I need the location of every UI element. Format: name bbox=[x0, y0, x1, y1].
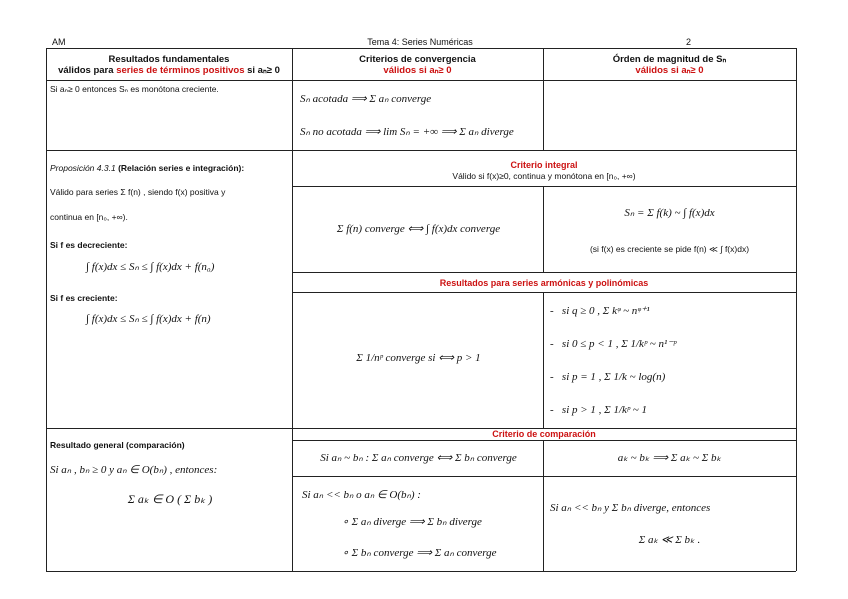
decreasing-inequality: ∫ f(x)dx ≤ Sₙ ≤ ∫ f(x)dx + f(n₀) bbox=[86, 261, 215, 273]
harmonic-results-title: Resultados para series armónicas y polinómicas bbox=[439, 278, 649, 288]
integral-criterion-formula: Σ f(n) converge ⟺ ∫ f(x)dx converge bbox=[336, 223, 501, 235]
p-series-criterion: Σ 1/nᵖ converge si ⟺ p > 1 bbox=[356, 352, 481, 364]
domination-condition: Si aₙ << bₙ o aₙ ∈ O(bₙ) : bbox=[302, 489, 421, 501]
grid-line bbox=[292, 186, 796, 187]
grid-line bbox=[796, 48, 797, 571]
grid-line bbox=[292, 476, 796, 477]
grid-line bbox=[46, 150, 796, 151]
grid-line bbox=[543, 292, 544, 428]
general-comparison-formula: Σ aₖ ∈ O ( Σ bₖ ) bbox=[127, 492, 213, 506]
domination-diverge-rule: ∘ Σ aₙ diverge ⟹ Σ bₙ diverge bbox=[342, 516, 482, 528]
col-header-criterios: Criterios de convergencia válidos si aₙ≥ 0 bbox=[359, 54, 476, 76]
list-item: - si p = 1 , Σ 1/k ~ log(n) bbox=[550, 371, 666, 383]
grid-line bbox=[292, 48, 293, 571]
grid-line bbox=[292, 440, 796, 441]
bounded-converge-formula: Sₙ acotada ⟹ Σ aₙ converge bbox=[300, 93, 432, 105]
equivalence-comparison-formula: Si aₙ ~ bₙ : Σ aₙ converge ⟺ Σ bₙ converge bbox=[320, 452, 517, 464]
grid-line bbox=[46, 48, 47, 571]
header-title: Tema 4: Series Numéricas bbox=[367, 37, 473, 47]
col-header-fundamentales: Resultados fundamentales válidos para series de términos positivos si aₙ≥ 0 bbox=[58, 54, 280, 76]
unbounded-diverge-formula: Sₙ no acotada ⟹ lim Sₙ = +∞ ⟹ Σ aₙ diverge bbox=[300, 126, 514, 138]
list-item: - si 0 ≤ p < 1 , Σ 1/kᵖ ~ n¹⁻ᵖ bbox=[550, 338, 677, 350]
grid-line bbox=[543, 48, 544, 150]
grid-line bbox=[46, 48, 796, 49]
monotone-statement: Si aₙ≥ 0 entonces Sₙ es monótona creciente. bbox=[50, 84, 219, 94]
comparison-criterion-title: Criterio de comparación bbox=[492, 429, 596, 439]
divergent-domination-condition: Si aₙ << bₙ y Σ bₙ diverge, entonces bbox=[550, 502, 711, 514]
equivalence-sum-formula: aₖ ~ bₖ ⟹ Σ aₖ ~ Σ bₖ bbox=[617, 452, 722, 464]
grid-line bbox=[46, 571, 796, 572]
proposition-text: Válido para series Σ f(n) , siendo f(x) positiva y bbox=[50, 187, 226, 197]
proposition-heading: Proposición 4.3.1 (Relación series e integración): bbox=[50, 163, 245, 173]
grid-line bbox=[292, 292, 796, 293]
grid-line bbox=[543, 186, 544, 272]
grid-line bbox=[46, 80, 796, 81]
header-left: AM bbox=[52, 37, 66, 47]
list-item: - si p > 1 , Σ 1/kᵖ ~ 1 bbox=[550, 404, 647, 416]
header-page: 2 bbox=[686, 37, 692, 47]
integral-partial-sum-formula: Sₙ = Σ f(k) ~ ∫ f(x)dx bbox=[624, 207, 715, 219]
integral-increasing-note: (si f(x) es creciente se pide f(n) ≪ ∫ f(x)dx) bbox=[589, 244, 750, 254]
integral-criterion-title: Criterio integral bbox=[510, 160, 578, 170]
proposition-text-continued: continua en [n₀, +∞). bbox=[50, 212, 128, 222]
increasing-inequality: ∫ f(x)dx ≤ Sₙ ≤ ∫ f(x)dx + f(n) bbox=[86, 313, 211, 325]
general-comparison-title: Resultado general (comparación) bbox=[50, 440, 185, 450]
col-header-orden: Órden de magnitud de Sₙ válidos si aₙ≥ 0 bbox=[612, 54, 727, 76]
list-item: - si q ≥ 0 , Σ kᵠ ~ nᵠ⁺¹ bbox=[550, 305, 650, 317]
increasing-title: Si f es creciente: bbox=[50, 293, 118, 303]
grid-line bbox=[543, 440, 544, 571]
decreasing-title: Si f es decreciente: bbox=[50, 240, 128, 250]
general-comparison-condition: Si aₙ , bₙ ≥ 0 y aₙ ∈ O(bₙ) , entonces: bbox=[50, 464, 218, 476]
grid-line bbox=[292, 272, 796, 273]
divergent-domination-result: Σ aₖ ≪ Σ bₖ . bbox=[638, 534, 701, 546]
integral-criterion-condition: Válido si f(x)≥0, continua y monótona en [n₀, +∞) bbox=[452, 171, 636, 181]
domination-converge-rule: ∘ Σ bₙ converge ⟹ Σ aₙ converge bbox=[342, 547, 497, 559]
